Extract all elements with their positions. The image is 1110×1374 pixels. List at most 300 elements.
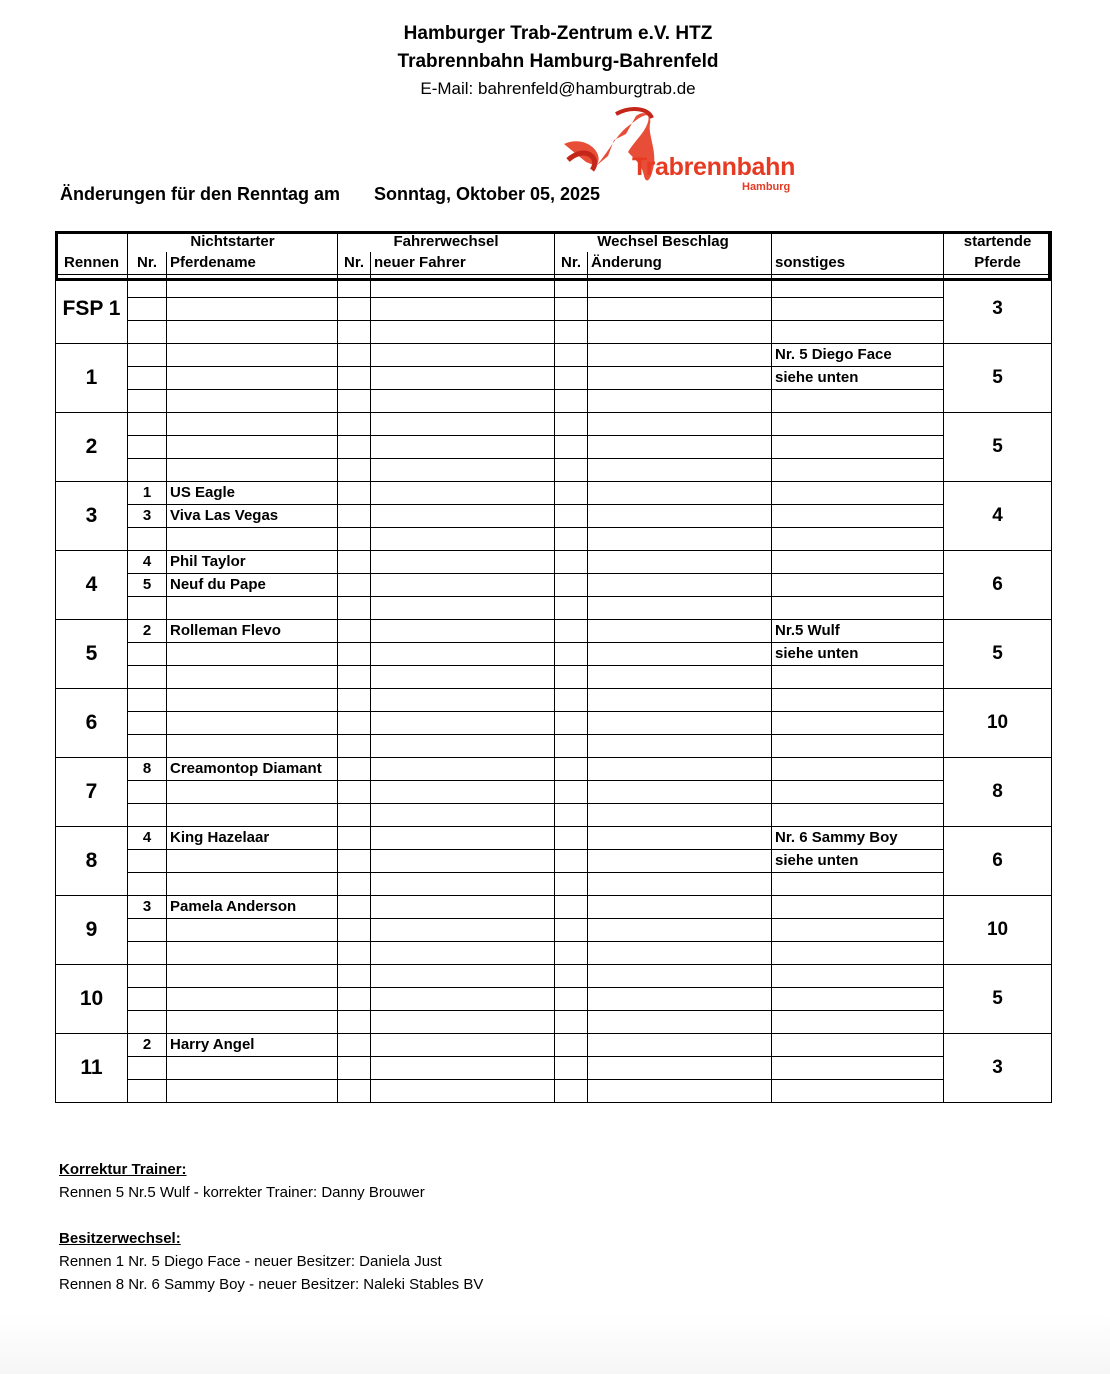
- driver-change-nr: [338, 528, 371, 551]
- shoeing-change-nr: [555, 712, 588, 735]
- driver-change-nr: [338, 689, 371, 712]
- header-rennen: Rennen: [56, 252, 128, 275]
- nonstarter-name: [167, 298, 338, 321]
- shoeing-change: [588, 804, 772, 827]
- driver-change-nr: [338, 827, 371, 850]
- driver-change-name: [371, 528, 555, 551]
- shoeing-change: [588, 919, 772, 942]
- nonstarter-nr: 3: [128, 896, 167, 919]
- shoeing-change-nr: [555, 896, 588, 919]
- other-note: Nr. 5 Diego Face: [772, 344, 944, 367]
- other-note: [772, 1034, 944, 1057]
- driver-change-name: [371, 390, 555, 413]
- shoeing-change: [588, 321, 772, 344]
- table-row: [56, 873, 1052, 896]
- nonstarter-name: [167, 735, 338, 758]
- nonstarter-nr: 4: [128, 551, 167, 574]
- race-number: FSP 1: [56, 275, 128, 344]
- nonstarter-nr: [128, 919, 167, 942]
- shoeing-change: [588, 758, 772, 781]
- nonstarter-name: [167, 436, 338, 459]
- driver-change-name: [371, 436, 555, 459]
- nonstarter-name: [167, 781, 338, 804]
- driver-change-nr: [338, 1080, 371, 1103]
- shoeing-change-nr: [555, 873, 588, 896]
- driver-change-nr: [338, 643, 371, 666]
- starters-count: 5: [944, 965, 1052, 1034]
- starters-count: 5: [944, 413, 1052, 482]
- driver-change-name: [371, 965, 555, 988]
- nonstarter-nr: [128, 988, 167, 1011]
- shoeing-change-nr: [555, 689, 588, 712]
- driver-change-name: [371, 482, 555, 505]
- table-row: [56, 390, 1052, 413]
- nonstarter-name: [167, 643, 338, 666]
- other-note: [772, 919, 944, 942]
- driver-change-name: [371, 873, 555, 896]
- shoeing-change: [588, 597, 772, 620]
- driver-change-nr: [338, 551, 371, 574]
- starters-count: 6: [944, 551, 1052, 620]
- table-row: [56, 551, 1052, 574]
- race-number: 3: [56, 482, 128, 551]
- nonstarter-name: [167, 689, 338, 712]
- shoeing-change-nr: [555, 804, 588, 827]
- other-note: siehe unten: [772, 367, 944, 390]
- shoeing-change-nr: [555, 390, 588, 413]
- starters-count: 5: [944, 620, 1052, 689]
- driver-change-nr: [338, 436, 371, 459]
- shoeing-change-nr: [555, 1034, 588, 1057]
- nonstarter-nr: 8: [128, 758, 167, 781]
- driver-change-nr: [338, 896, 371, 919]
- nonstarter-name: [167, 1080, 338, 1103]
- shoeing-change-nr: [555, 344, 588, 367]
- driver-change-name: [371, 597, 555, 620]
- starters-count: 10: [944, 689, 1052, 758]
- nonstarter-name: [167, 804, 338, 827]
- page-bottom-shadow: [0, 1314, 1110, 1374]
- nonstarter-nr: [128, 873, 167, 896]
- other-note: [772, 896, 944, 919]
- other-note: [772, 505, 944, 528]
- nonstarter-name: Pamela Anderson: [167, 896, 338, 919]
- trainer-correction-title: Korrektur Trainer:: [59, 1161, 187, 1178]
- driver-change-nr: [338, 919, 371, 942]
- shoeing-change: [588, 390, 772, 413]
- nonstarter-name: [167, 666, 338, 689]
- table-row: [56, 505, 1052, 528]
- shoeing-change-nr: [555, 505, 588, 528]
- nonstarter-name: [167, 459, 338, 482]
- nonstarter-name: [167, 367, 338, 390]
- shoeing-change: [588, 666, 772, 689]
- shoeing-change: [588, 275, 772, 298]
- race-number: 1: [56, 344, 128, 413]
- other-note: [772, 298, 944, 321]
- driver-change-nr: [338, 505, 371, 528]
- header-fw-name: neuer Fahrer: [371, 252, 555, 275]
- driver-change-name: [371, 574, 555, 597]
- nonstarter-nr: [128, 390, 167, 413]
- other-note: [772, 666, 944, 689]
- shoeing-change-nr: [555, 459, 588, 482]
- driver-change-name: [371, 758, 555, 781]
- org-title: Hamburger Trab-Zentrum e.V. HTZ: [403, 23, 713, 44]
- nonstarter-name: [167, 965, 338, 988]
- shoeing-change: [588, 505, 772, 528]
- nonstarter-nr: [128, 942, 167, 965]
- subtitle-label: Änderungen für den Renntag am: [60, 184, 341, 204]
- owner-change-title: Besitzerwechsel:: [59, 1230, 181, 1247]
- shoeing-change-nr: [555, 1057, 588, 1080]
- shoeing-change: [588, 528, 772, 551]
- nonstarter-name: [167, 873, 338, 896]
- other-note: [772, 735, 944, 758]
- driver-change-nr: [338, 850, 371, 873]
- table-row: [56, 574, 1052, 597]
- header-startende: startende: [944, 232, 1052, 253]
- nonstarter-name: Viva Las Vegas: [167, 505, 338, 528]
- shoeing-change: [588, 482, 772, 505]
- header-beschlag: Wechsel Beschlag: [555, 232, 772, 253]
- nonstarter-nr: [128, 1080, 167, 1103]
- changes-table: [55, 231, 1052, 1103]
- driver-change-name: [371, 1034, 555, 1057]
- shoeing-change: [588, 367, 772, 390]
- shoeing-change-nr: [555, 850, 588, 873]
- table-row: [56, 1057, 1052, 1080]
- driver-change-nr: [338, 344, 371, 367]
- shoeing-change-nr: [555, 643, 588, 666]
- table-header: [56, 232, 1052, 275]
- nonstarter-nr: [128, 781, 167, 804]
- nonstarter-nr: [128, 344, 167, 367]
- shoeing-change-nr: [555, 781, 588, 804]
- table-row: [56, 1080, 1052, 1103]
- other-note: [772, 1057, 944, 1080]
- driver-change-name: [371, 988, 555, 1011]
- nonstarter-name: [167, 528, 338, 551]
- header-rennen-top: [56, 232, 128, 253]
- driver-change-name: [371, 1057, 555, 1080]
- starters-count: 10: [944, 896, 1052, 965]
- table-row: [56, 528, 1052, 551]
- shoeing-change-nr: [555, 528, 588, 551]
- driver-change-nr: [338, 988, 371, 1011]
- shoeing-change: [588, 850, 772, 873]
- other-note: [772, 804, 944, 827]
- driver-change-nr: [338, 597, 371, 620]
- shoeing-change-nr: [555, 758, 588, 781]
- other-note: [772, 528, 944, 551]
- table-row: [56, 620, 1052, 643]
- shoeing-change: [588, 1034, 772, 1057]
- table-row: [56, 827, 1052, 850]
- driver-change-name: [371, 689, 555, 712]
- table-row: [56, 436, 1052, 459]
- shoeing-change: [588, 551, 772, 574]
- shoeing-change-nr: [555, 1011, 588, 1034]
- driver-change-nr: [338, 620, 371, 643]
- nonstarter-nr: 2: [128, 1034, 167, 1057]
- driver-change-name: [371, 413, 555, 436]
- shoeing-change: [588, 298, 772, 321]
- header-ns-name: Pferdename: [167, 252, 338, 275]
- driver-change-nr: [338, 482, 371, 505]
- shoeing-change: [588, 643, 772, 666]
- driver-change-name: [371, 735, 555, 758]
- logo-subtext: Hamburg: [742, 181, 791, 193]
- shoeing-change: [588, 1080, 772, 1103]
- table-row: [56, 965, 1052, 988]
- driver-change-nr: [338, 275, 371, 298]
- nonstarter-nr: [128, 1011, 167, 1034]
- starters-count: 5: [944, 344, 1052, 413]
- table-row: [56, 643, 1052, 666]
- other-note: [772, 275, 944, 298]
- table-row: [56, 689, 1052, 712]
- nonstarter-nr: [128, 1057, 167, 1080]
- nonstarter-nr: [128, 298, 167, 321]
- table-row: [56, 597, 1052, 620]
- nonstarter-nr: [128, 413, 167, 436]
- header-ns-nr: Nr.: [128, 252, 167, 275]
- other-note: [772, 1080, 944, 1103]
- other-note: Nr. 6 Sammy Boy: [772, 827, 944, 850]
- driver-change-name: [371, 643, 555, 666]
- driver-change-nr: [338, 873, 371, 896]
- nonstarter-nr: [128, 712, 167, 735]
- table-row: [56, 942, 1052, 965]
- owner-change-section: [59, 1227, 483, 1296]
- nonstarter-nr: [128, 735, 167, 758]
- shoeing-change: [588, 896, 772, 919]
- driver-change-nr: [338, 804, 371, 827]
- shoeing-change-nr: [555, 436, 588, 459]
- starters-count: 6: [944, 827, 1052, 896]
- driver-change-name: [371, 712, 555, 735]
- driver-change-name: [371, 298, 555, 321]
- driver-change-nr: [338, 413, 371, 436]
- header-pferde: Pferde: [944, 252, 1052, 275]
- header-fahrerwechsel: Fahrerwechsel: [338, 232, 555, 253]
- shoeing-change: [588, 459, 772, 482]
- driver-change-nr: [338, 390, 371, 413]
- starters-count: 3: [944, 1034, 1052, 1103]
- shoeing-change-nr: [555, 275, 588, 298]
- table-row: [56, 666, 1052, 689]
- shoeing-change: [588, 988, 772, 1011]
- nonstarter-name: [167, 988, 338, 1011]
- nonstarter-nr: [128, 459, 167, 482]
- nonstarter-nr: [128, 643, 167, 666]
- shoeing-change: [588, 344, 772, 367]
- driver-change-name: [371, 321, 555, 344]
- nonstarter-nr: [128, 528, 167, 551]
- other-note: [772, 390, 944, 413]
- nonstarter-name: [167, 413, 338, 436]
- header-nichtstarter: Nichtstarter: [128, 232, 338, 253]
- other-note: [772, 574, 944, 597]
- starters-count: 4: [944, 482, 1052, 551]
- trainer-correction-section: [59, 1158, 425, 1204]
- table-row: [56, 413, 1052, 436]
- driver-change-nr: [338, 666, 371, 689]
- table-row: [56, 919, 1052, 942]
- shoeing-change-nr: [555, 367, 588, 390]
- driver-change-nr: [338, 712, 371, 735]
- other-note: [772, 459, 944, 482]
- other-note: siehe unten: [772, 643, 944, 666]
- nonstarter-nr: 4: [128, 827, 167, 850]
- header-wb-change: Änderung: [588, 252, 772, 275]
- shoeing-change-nr: [555, 988, 588, 1011]
- race-number: 10: [56, 965, 128, 1034]
- other-note: [772, 942, 944, 965]
- nonstarter-nr: [128, 689, 167, 712]
- other-note: [772, 758, 944, 781]
- driver-change-name: [371, 850, 555, 873]
- driver-change-nr: [338, 298, 371, 321]
- race-number: 11: [56, 1034, 128, 1103]
- driver-change-name: [371, 942, 555, 965]
- race-number: 8: [56, 827, 128, 896]
- shoeing-change-nr: [555, 298, 588, 321]
- nonstarter-name: [167, 275, 338, 298]
- table-body: [56, 275, 1052, 1103]
- nonstarter-nr: [128, 367, 167, 390]
- driver-change-name: [371, 367, 555, 390]
- race-number: 5: [56, 620, 128, 689]
- driver-change-name: [371, 459, 555, 482]
- nonstarter-name: Harry Angel: [167, 1034, 338, 1057]
- other-note: [772, 689, 944, 712]
- shoeing-change: [588, 942, 772, 965]
- table-row: [56, 781, 1052, 804]
- shoeing-change-nr: [555, 574, 588, 597]
- trainer-correction-line: Rennen 5 Nr.5 Wulf - korrekter Trainer: Danny Brouwer: [59, 1184, 425, 1201]
- header-sonstiges-top: [772, 232, 944, 253]
- starters-count: 8: [944, 758, 1052, 827]
- table-row: [56, 988, 1052, 1011]
- other-note: [772, 597, 944, 620]
- other-note: [772, 873, 944, 896]
- driver-change-name: [371, 827, 555, 850]
- driver-change-name: [371, 896, 555, 919]
- table-row: [56, 850, 1052, 873]
- other-note: [772, 781, 944, 804]
- table-row: [56, 1034, 1052, 1057]
- nonstarter-name: [167, 942, 338, 965]
- table-row: [56, 758, 1052, 781]
- table-row: [56, 804, 1052, 827]
- shoeing-change: [588, 413, 772, 436]
- table-row: [56, 896, 1052, 919]
- shoeing-change-nr: [555, 413, 588, 436]
- venue-title: Trabrennbahn Hamburg-Bahrenfeld: [397, 51, 719, 72]
- table-row: [56, 735, 1052, 758]
- other-note: siehe unten: [772, 850, 944, 873]
- driver-change-name: [371, 666, 555, 689]
- nonstarter-nr: [128, 597, 167, 620]
- other-note: [772, 988, 944, 1011]
- nonstarter-name: [167, 597, 338, 620]
- shoeing-change-nr: [555, 321, 588, 344]
- table-row: [56, 367, 1052, 390]
- driver-change-name: [371, 505, 555, 528]
- nonstarter-name: [167, 321, 338, 344]
- shoeing-change-nr: [555, 1080, 588, 1103]
- header-fw-nr: Nr.: [338, 252, 371, 275]
- nonstarter-name: Neuf du Pape: [167, 574, 338, 597]
- nonstarter-name: [167, 850, 338, 873]
- nonstarter-name: Rolleman Flevo: [167, 620, 338, 643]
- driver-change-nr: [338, 367, 371, 390]
- table-row: [56, 344, 1052, 367]
- race-number: 9: [56, 896, 128, 965]
- other-note: [772, 321, 944, 344]
- shoeing-change-nr: [555, 965, 588, 988]
- nonstarter-name: [167, 919, 338, 942]
- nonstarter-nr: [128, 321, 167, 344]
- owner-change-line: Rennen 8 Nr. 6 Sammy Boy - neuer Besitzer: Naleki Stables BV: [59, 1276, 484, 1293]
- shoeing-change: [588, 735, 772, 758]
- driver-change-name: [371, 1011, 555, 1034]
- shoeing-change-nr: [555, 942, 588, 965]
- nonstarter-nr: [128, 850, 167, 873]
- other-note: [772, 965, 944, 988]
- nonstarter-nr: 2: [128, 620, 167, 643]
- nonstarter-nr: [128, 965, 167, 988]
- driver-change-name: [371, 804, 555, 827]
- race-number: 6: [56, 689, 128, 758]
- nonstarter-nr: [128, 804, 167, 827]
- driver-change-nr: [338, 735, 371, 758]
- other-note: [772, 413, 944, 436]
- driver-change-nr: [338, 1034, 371, 1057]
- nonstarter-name: [167, 390, 338, 413]
- table-row: [56, 321, 1052, 344]
- owner-change-line: Rennen 1 Nr. 5 Diego Face - neuer Besitzer: Daniela Just: [59, 1253, 442, 1270]
- other-note: Nr.5 Wulf: [772, 620, 944, 643]
- logo-text: Trabrennbahn: [632, 153, 796, 181]
- driver-change-nr: [338, 574, 371, 597]
- driver-change-nr: [338, 965, 371, 988]
- shoeing-change-nr: [555, 827, 588, 850]
- table-row: [56, 1011, 1052, 1034]
- driver-change-name: [371, 275, 555, 298]
- nonstarter-name: King Hazelaar: [167, 827, 338, 850]
- nonstarter-name: [167, 712, 338, 735]
- driver-change-nr: [338, 1057, 371, 1080]
- shoeing-change: [588, 574, 772, 597]
- nonstarter-nr: 3: [128, 505, 167, 528]
- driver-change-name: [371, 1080, 555, 1103]
- driver-change-name: [371, 919, 555, 942]
- table-row: [56, 275, 1052, 298]
- driver-change-name: [371, 551, 555, 574]
- shoeing-change: [588, 620, 772, 643]
- shoeing-change-nr: [555, 597, 588, 620]
- nonstarter-name: [167, 344, 338, 367]
- nonstarter-name: [167, 1057, 338, 1080]
- driver-change-name: [371, 344, 555, 367]
- other-note: [772, 551, 944, 574]
- table-row: [56, 712, 1052, 735]
- race-number: 4: [56, 551, 128, 620]
- driver-change-nr: [338, 781, 371, 804]
